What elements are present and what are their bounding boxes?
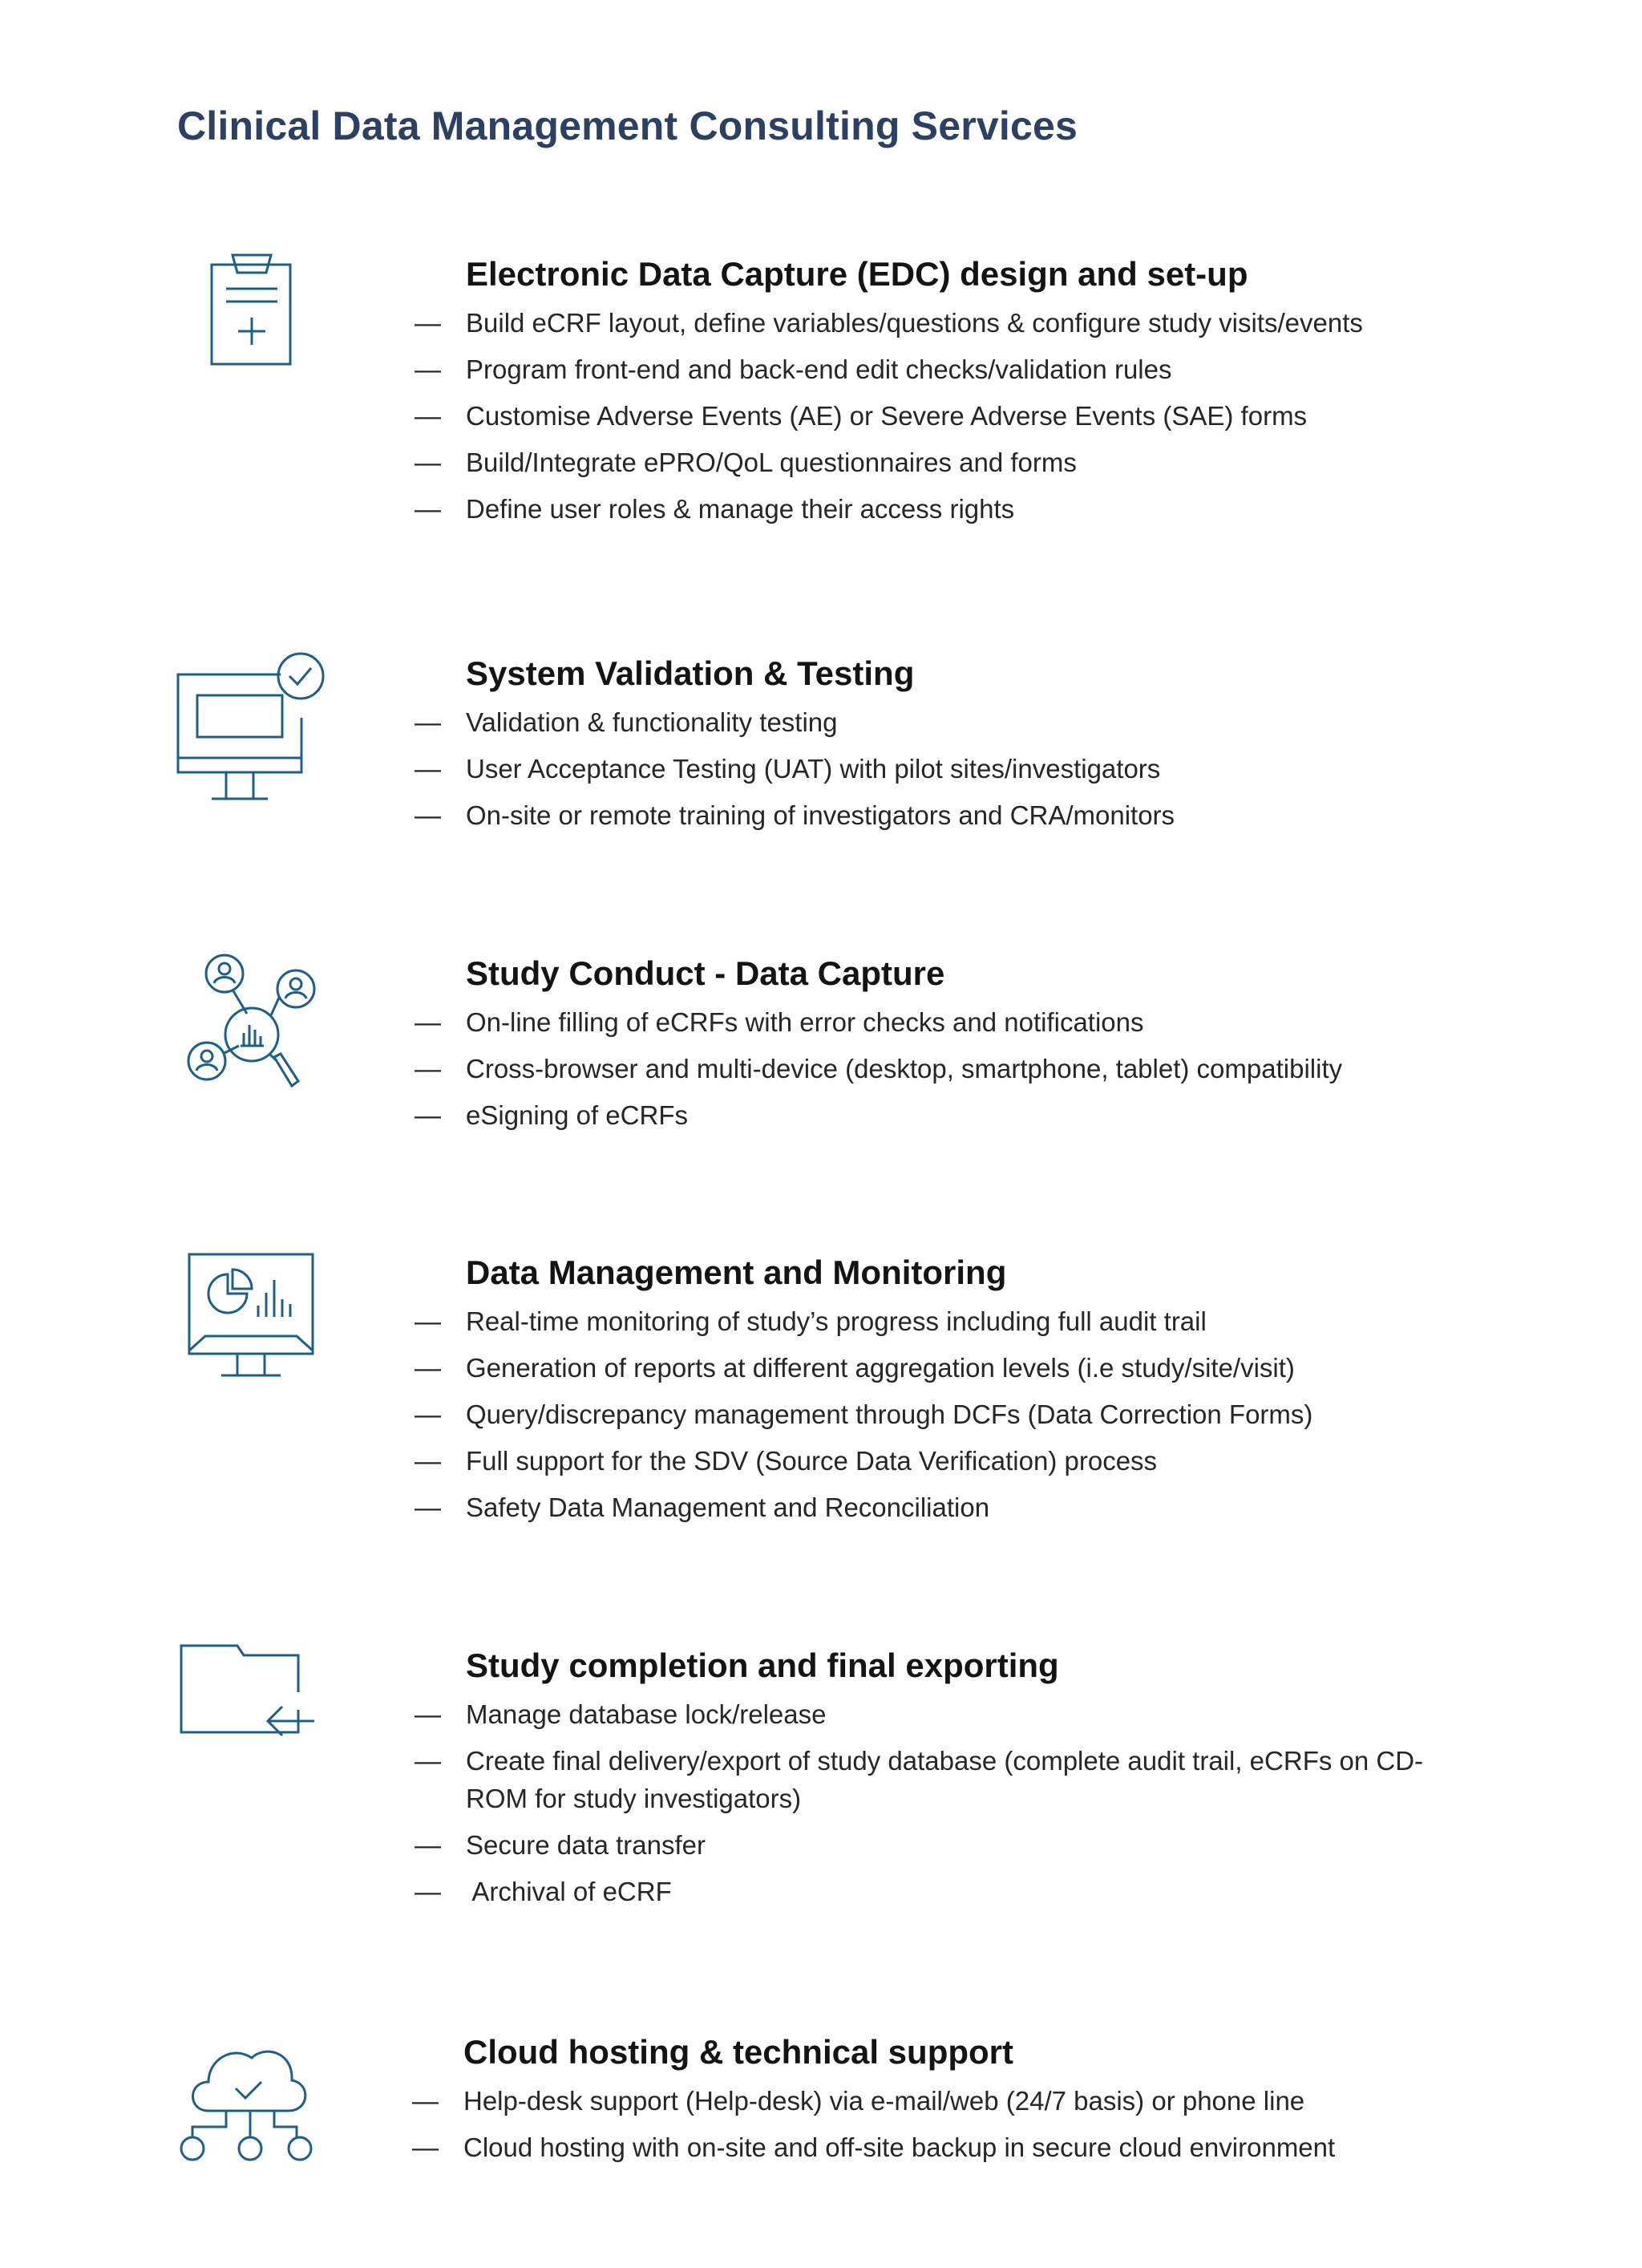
list-item	[415, 1742, 1468, 1817]
list-item	[415, 443, 1363, 481]
dash-glyph: —	[415, 800, 441, 830]
bullet-text: Query/discrepancy management through DCFs (Data Correction Forms)	[466, 1399, 1313, 1429]
dash-glyph: —	[415, 1353, 441, 1383]
users-magnifier-chart-icon	[184, 951, 321, 1092]
section-heading: Cloud hosting & technical support	[463, 2033, 1013, 2071]
bullet-text: Define user roles & manage their access rights	[466, 494, 1015, 524]
bullet-text: Generation of reports at different aggregation levels (i.e study/site/visit)	[466, 1353, 1295, 1383]
bullet-text: Help-desk support (Help-desk) via e-mail/web (24/7 basis) or phone line	[463, 2086, 1305, 2116]
list-item	[415, 750, 1175, 788]
bullet-text: Program front-end and back-end edit checks/validation rules	[466, 354, 1172, 384]
list-item	[415, 350, 1363, 388]
dash-glyph: —	[415, 1306, 441, 1336]
bullet-text: eSigning of eCRFs	[466, 1100, 688, 1130]
dash-glyph: —	[415, 354, 441, 384]
monitor-dashboard-icon	[188, 1253, 314, 1378]
list-item	[415, 1302, 1312, 1340]
list-item	[412, 2128, 1336, 2166]
dash-glyph: —	[415, 1830, 441, 1860]
list-item	[415, 1442, 1312, 1480]
list-item	[415, 1826, 1468, 1864]
list-item	[415, 703, 1175, 741]
bullet-text: Archival of eCRF	[466, 1877, 672, 1906]
monitor-check-icon	[176, 652, 329, 801]
section-heading: Data Management and Monitoring	[466, 1253, 1007, 1291]
bullet-text: Safety Data Management and Reconciliation	[466, 1492, 990, 1522]
list-item	[415, 1050, 1343, 1087]
bullet-list	[412, 2082, 1336, 2175]
section-heading: Electronic Data Capture (EDC) design and set-up	[466, 255, 1248, 293]
list-item	[415, 304, 1363, 342]
dash-glyph: —	[415, 707, 441, 737]
dash-glyph: —	[415, 1746, 441, 1776]
dash-glyph: —	[415, 754, 441, 784]
clipboard-plus-icon	[210, 253, 293, 367]
bullet-text: On-line filling of eCRFs with error checks and notifications	[466, 1007, 1144, 1037]
list-item	[415, 1096, 1342, 1134]
list-item	[415, 1395, 1313, 1433]
dash-glyph: —	[415, 1100, 441, 1130]
dash-glyph: —	[412, 2086, 439, 2116]
list-item	[415, 1349, 1312, 1387]
dash-glyph: —	[415, 494, 441, 524]
section-heading: Study Conduct - Data Capture	[466, 954, 945, 992]
list-item	[415, 397, 1363, 435]
dash-glyph: —	[415, 401, 441, 431]
bullet-list	[415, 1003, 1343, 1143]
dash-glyph: —	[415, 1699, 441, 1729]
bullet-text: Build eCRF layout, define variables/questions & configure study visits/events	[466, 308, 1363, 338]
list-item	[415, 1003, 1342, 1041]
dash-glyph: —	[412, 2132, 439, 2162]
bullet-text: On-site or remote training of investigators and CRA/monitors	[466, 800, 1175, 830]
bullet-text: Customise Adverse Events (AE) or Severe Adverse Events (SAE) forms	[466, 401, 1308, 431]
bullet-text: Create final delivery/export of study database (complete audit trail, eCRFs on CD-ROM for study investigators)	[466, 1746, 1424, 1813]
bullet-text: Secure data transfer	[466, 1830, 706, 1860]
dash-glyph: —	[415, 1492, 441, 1522]
bullet-text: Real-time monitoring of study’s progress including full audit trail	[466, 1306, 1207, 1336]
dash-glyph: —	[415, 1054, 441, 1083]
dash-glyph: —	[415, 308, 441, 338]
list-item	[415, 1873, 1468, 1910]
bullet-text: Cross-browser and multi-device (desktop, smartphone, tablet) compatibility	[466, 1054, 1343, 1083]
list-item	[415, 1695, 1468, 1733]
bullet-text: Full support for the SDV (Source Data Verification) process	[466, 1446, 1158, 1476]
dash-glyph: —	[415, 1399, 441, 1429]
cloud-network-icon	[176, 2040, 313, 2161]
section-heading: System Validation & Testing	[466, 654, 915, 692]
dash-glyph: —	[415, 1007, 441, 1037]
bullet-text: Cloud hosting with on-site and off-site backup in secure cloud environment	[463, 2132, 1336, 2162]
list-item	[412, 2082, 1335, 2120]
section-heading: Study completion and final exporting	[466, 1646, 1059, 1684]
dash-glyph: —	[415, 1877, 441, 1906]
list-item	[415, 490, 1363, 528]
bullet-list	[415, 1302, 1313, 1535]
bullet-text: User Acceptance Testing (UAT) with pilot sites/investigators	[466, 754, 1161, 784]
bullet-list	[415, 304, 1363, 537]
folder-arrow-icon	[180, 1644, 316, 1737]
bullet-text: Manage database lock/release	[466, 1699, 827, 1729]
bullet-list	[415, 703, 1175, 843]
dash-glyph: —	[415, 448, 441, 477]
bullet-list	[415, 1695, 1468, 1919]
page-title: Clinical Data Management Consulting Services	[177, 103, 1078, 148]
dash-glyph: —	[415, 1446, 441, 1476]
bullet-text: Build/Integrate ePRO/QoL questionnaires and forms	[466, 448, 1077, 477]
list-item	[415, 1488, 1312, 1526]
list-item	[415, 796, 1175, 834]
bullet-text: Validation & functionality testing	[466, 707, 838, 737]
